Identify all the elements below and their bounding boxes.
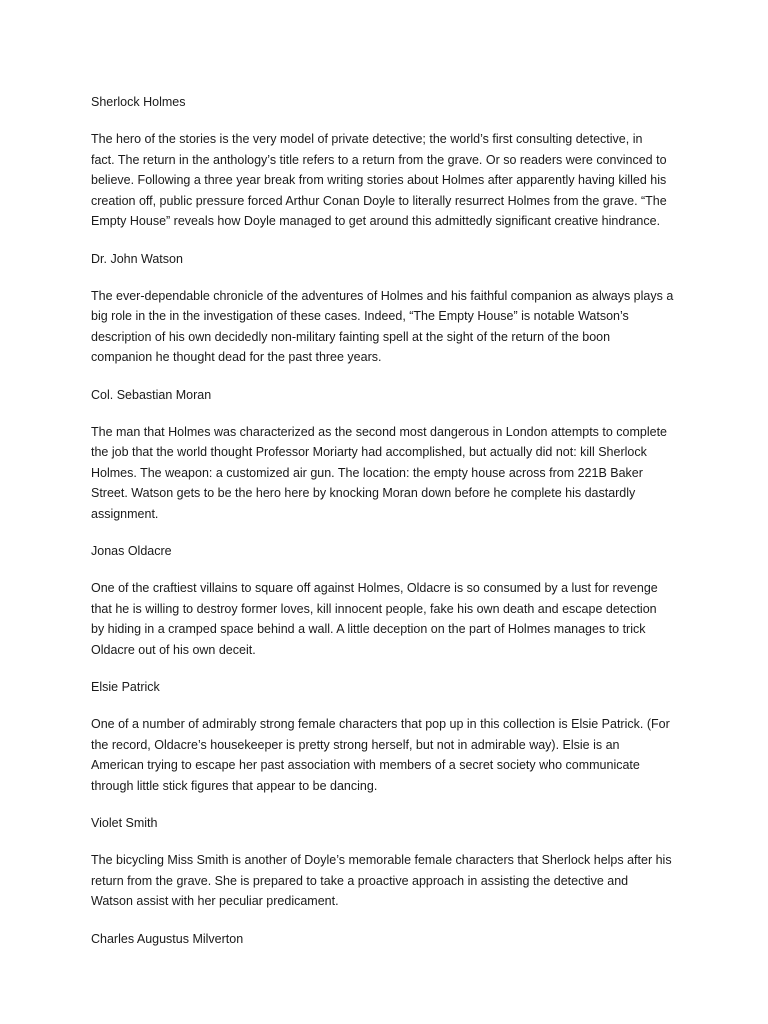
section-heading: Elsie Patrick: [91, 680, 160, 694]
section-jonas-oldacre: [91, 543, 691, 660]
paragraph-line: The bicycling Miss Smith is another of Doyle’s memorable female characters that Sherlock helps after his: [91, 853, 672, 867]
section-heading: Sherlock Holmes: [91, 95, 186, 109]
paragraph-line: assignment.: [91, 506, 159, 521]
section-dr-john-watson: [91, 251, 691, 368]
section-sherlock-holmes: [91, 94, 691, 232]
section-paragraph: [91, 286, 691, 368]
section-heading: Violet Smith: [91, 816, 158, 830]
section-heading: Dr. John Watson: [91, 251, 183, 266]
section-paragraph: [91, 714, 691, 796]
paragraph-line: One of the craftiest villains to square off against Holmes, Oldacre is so consumed by a lust for revenge: [91, 581, 658, 595]
paragraph-line: that he is willing to destroy former loves, kill innocent people, fake his own death and escape detection: [91, 601, 657, 616]
paragraph-line: the record, Oldacre’s housekeeper is pretty strong herself, but not in admirable way). Elsie is an: [91, 737, 620, 752]
paragraph-line: big role in the in the investigation of these cases. Indeed, “The Empty House” is notable Watson’s: [91, 309, 629, 323]
paragraph-line: One of a number of admirably strong female characters that pop up in this collection is Elsie Patrick. (For: [91, 717, 670, 731]
paragraph-line: Street. Watson gets to be the hero here by knocking Moran down before he complete his dastardly: [91, 486, 636, 500]
document-page: [91, 94, 691, 966]
paragraph-line: believe. Following a three year break from writing stories about Holmes after apparently having killed his: [91, 173, 667, 187]
section-paragraph: [91, 850, 691, 912]
section-charles-augustus-milverton: [91, 931, 691, 947]
section-paragraph: [91, 422, 691, 525]
section-col-sebastian-moran: [91, 387, 691, 525]
paragraph-line: the job that the world thought Professor Moriarty had accomplished, but actually did not: kill Sherlock: [91, 445, 647, 459]
paragraph-line: fact. The return in the anthology’s title refers to a return from the grave. Or so readers were convinced to: [91, 152, 667, 167]
paragraph-line: Oldacre out of his own deceit.: [91, 642, 256, 657]
section-elsie-patrick: [91, 679, 691, 796]
paragraph-line: The ever-dependable chronicle of the adventures of Holmes and his faithful companion as always plays a: [91, 288, 674, 303]
paragraph-line: Watson assist with her peculiar predicament.: [91, 894, 339, 908]
paragraph-line: description of his own decidedly non-military fainting spell at the sight of the return of the boon: [91, 329, 611, 344]
paragraph-line: American trying to escape her past association with members of a secret society who communicate: [91, 758, 640, 772]
section-violet-smith: [91, 815, 691, 912]
paragraph-line: by hiding in a cramped space behind a wall. A little deception on the part of Holmes manages to trick: [91, 622, 646, 636]
section-heading: Charles Augustus Milverton: [91, 931, 244, 946]
paragraph-line: Empty House” reveals how Doyle managed to get around this admittedly significant creative hindrance.: [91, 214, 661, 228]
paragraph-line: return from the grave. She is prepared to take a proactive approach in assisting the detective and: [91, 873, 629, 888]
paragraph-line: creation off, public pressure forced Arthur Conan Doyle to literally resurrect Holmes from the grave. “The: [91, 193, 667, 208]
paragraph-line: companion he thought dead for the past three years.: [91, 350, 382, 364]
paragraph-line: Holmes. The weapon: a customized air gun. The location: the empty house across from 221B Baker: [91, 465, 643, 480]
section-paragraph: [91, 129, 691, 232]
paragraph-line: The hero of the stories is the very model of private detective; the world’s first consulting detective, in: [91, 132, 643, 146]
paragraph-line: The man that Holmes was characterized as the second most dangerous in London attempts to complete: [91, 424, 668, 439]
section-heading: Col. Sebastian Moran: [91, 387, 212, 402]
paragraph-line: through little stick figures that appear to be dancing.: [91, 778, 378, 793]
section-paragraph: [91, 578, 691, 660]
section-heading: Jonas Oldacre: [91, 544, 172, 558]
